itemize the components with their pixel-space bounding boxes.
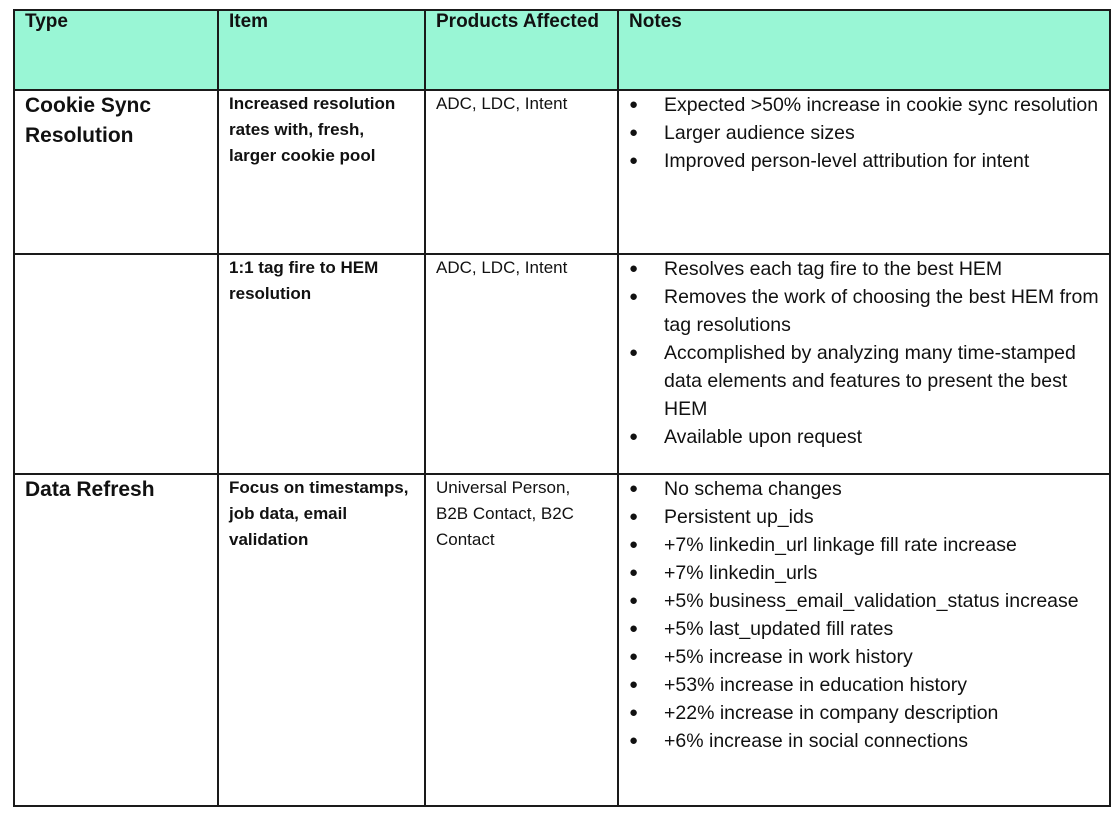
type-cell: Cookie Sync Resolution <box>14 90 218 254</box>
item-cell: Increased resolution rates with, fresh, larger cookie pool <box>218 90 425 254</box>
products-cell: ADC, LDC, Intent <box>425 90 618 254</box>
note-item: ● +7% linkedin_url linkage fill rate increase <box>629 531 1099 559</box>
notes-list <box>629 91 1099 175</box>
note-item: ● Improved person-level attribution for intent <box>629 147 1099 175</box>
table-row <box>14 90 1110 254</box>
item-cell: Focus on timestamps, job data, email validation <box>218 474 425 806</box>
item-cell: 1:1 tag fire to HEM resolution <box>218 254 425 474</box>
products-cell: Universal Person, B2B Contact, B2C Contact <box>425 474 618 806</box>
header-row <box>14 10 1110 90</box>
notes-cell <box>618 254 1110 474</box>
type-cell: Data Refresh <box>14 474 218 806</box>
notes-cell <box>618 90 1110 254</box>
note-item: ● Available upon request <box>629 423 1099 451</box>
note-item: ● Larger audience sizes <box>629 119 1099 147</box>
note-item: ● No schema changes <box>629 475 1099 503</box>
header-products-affected: Products Affected <box>425 10 618 90</box>
note-item: ● +5% business_email_validation_status increase <box>629 587 1099 615</box>
products-cell: ADC, LDC, Intent <box>425 254 618 474</box>
note-item: ● Accomplished by analyzing many time-stamped data elements and features to present the best HEM <box>629 339 1099 423</box>
notes-list <box>629 475 1099 755</box>
table-row <box>14 474 1110 806</box>
note-item: ● +6% increase in social connections <box>629 727 1099 755</box>
header-type: Type <box>14 10 218 90</box>
note-item: ● +7% linkedin_urls <box>629 559 1099 587</box>
note-item: ● Removes the work of choosing the best HEM from tag resolutions <box>629 283 1099 339</box>
note-item: ● Resolves each tag fire to the best HEM <box>629 255 1099 283</box>
notes-list <box>629 255 1099 451</box>
type-cell <box>14 254 218 474</box>
note-item: ● +53% increase in education history <box>629 671 1099 699</box>
table-row <box>14 254 1110 474</box>
note-item: ● +5% last_updated fill rates <box>629 615 1099 643</box>
note-item: ● Expected >50% increase in cookie sync resolution <box>629 91 1099 119</box>
notes-cell <box>618 474 1110 806</box>
header-item: Item <box>218 10 425 90</box>
header-notes: Notes <box>618 10 1110 90</box>
note-item: ● Persistent up_ids <box>629 503 1099 531</box>
note-item: ● +22% increase in company description <box>629 699 1099 727</box>
note-item: ● +5% increase in work history <box>629 643 1099 671</box>
release-notes-table <box>13 9 1111 807</box>
